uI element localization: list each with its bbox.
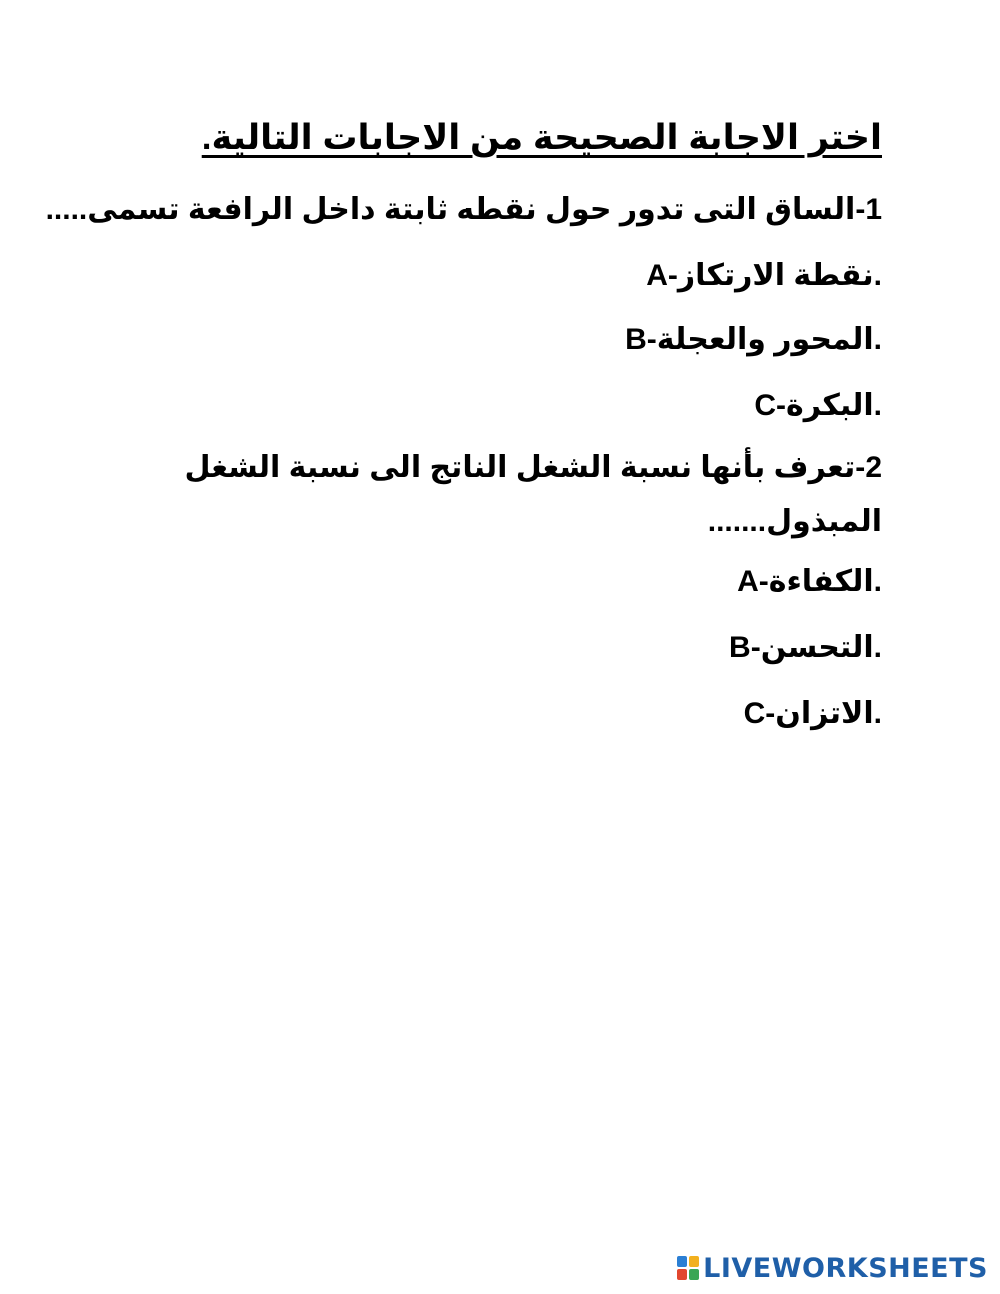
question-1-option-b: B-المحور والعجلة. [625, 323, 882, 356]
liveworksheets-logo [677, 1252, 988, 1284]
question-2-prompt-line-2: المبذول....... [707, 505, 882, 538]
worksheet-title: اختر الاجابة الصحيحة من الاجابات التالية. [201, 118, 882, 157]
question-2-option-a: A-الكفاءة. [737, 565, 882, 598]
question-1-option-c: C-البكرة. [754, 389, 882, 422]
brand-text: LIVEWORKSHEETS [703, 1252, 988, 1284]
liveworksheets-logo-icon [677, 1256, 699, 1280]
question-2-prompt-line-1: 2-تعرف بأنها نسبة الشغل الناتج الى نسبة الشغل [184, 451, 882, 484]
question-1-option-a: A-نقطة الارتكاز. [646, 259, 882, 292]
question-2-option-c: C-الاتزان. [743, 697, 882, 730]
question-2-option-b: B-التحسن. [729, 631, 882, 664]
question-1-prompt: 1-الساق التى تدور حول نقطه ثابتة داخل الرافعة تسمى..... [45, 193, 882, 226]
